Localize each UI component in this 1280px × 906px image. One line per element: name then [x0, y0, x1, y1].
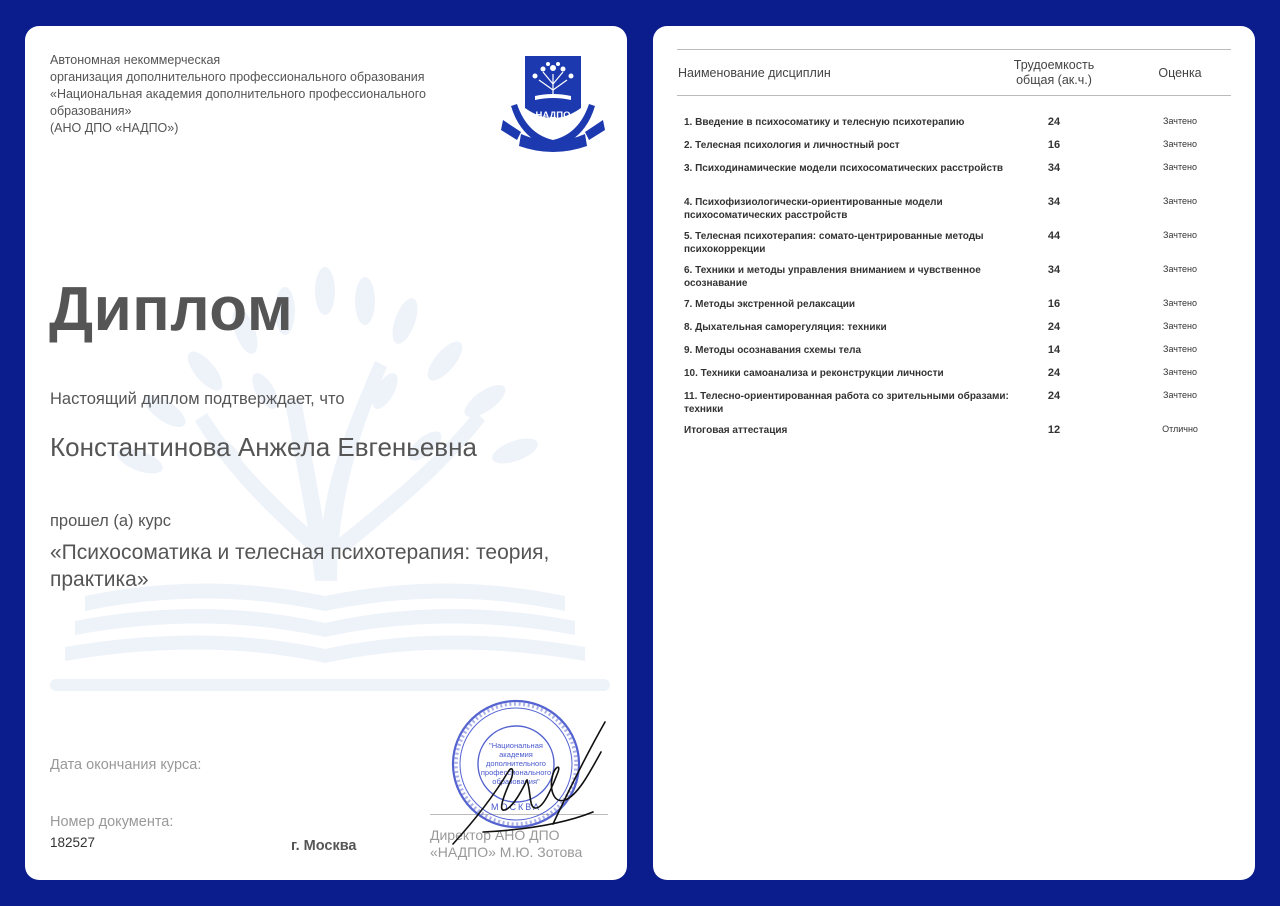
- header-hours-line: общая (ак.ч.): [1016, 73, 1092, 87]
- discipline-hours: 16: [1047, 139, 1061, 151]
- course-name: «Психосоматика и телесная психотерапия: теория, практика»: [50, 541, 550, 591]
- discipline-grade: Зачтено: [1163, 116, 1197, 126]
- org-line: «Национальная академия дополнительного профессионального: [50, 87, 426, 101]
- table-header: [677, 49, 1231, 96]
- discipline-hours: 34: [1047, 264, 1061, 276]
- discipline-grade: Зачтено: [1163, 230, 1197, 240]
- discipline-hours: 12: [1047, 424, 1061, 436]
- discipline-name: 11. Телесно-ориентированная работа со зрительными образами: техники: [684, 391, 1009, 415]
- director-line: Директор АНО ДПО: [430, 827, 560, 843]
- confirm-text: Настоящий диплом подтверждает, что: [50, 390, 345, 408]
- discipline-grade: Отлично: [1162, 424, 1198, 434]
- discipline-name: 10. Техники самоанализа и реконструкции личности: [684, 368, 944, 379]
- discipline-hours: 24: [1047, 390, 1061, 402]
- director-line: «НАДПО» М.Ю. Зотова: [430, 844, 583, 860]
- org-line: Автономная некоммерческая: [50, 53, 221, 67]
- discipline-hours: 24: [1047, 321, 1061, 333]
- discipline-grade: Зачтено: [1163, 264, 1197, 274]
- discipline-name: 7. Методы экстренной релаксации: [684, 299, 856, 310]
- org-line: (АНО ДПО «НАДПО»): [50, 121, 179, 135]
- discipline-name: 2. Телесная психология и личностный рост: [684, 140, 900, 151]
- header-hours-line: Трудоемкость: [1013, 58, 1095, 72]
- discipline-hours: 44: [1047, 230, 1061, 242]
- discipline-hours: 16: [1047, 298, 1061, 310]
- discipline-grade: Зачтено: [1163, 196, 1197, 206]
- header-grade: Оценка: [1158, 66, 1202, 80]
- discipline-grade: Зачтено: [1163, 139, 1197, 149]
- org-line: образования»: [50, 104, 132, 118]
- discipline-hours: 24: [1047, 116, 1061, 128]
- city: г. Москва: [291, 838, 357, 854]
- discipline-hours: 24: [1047, 367, 1061, 379]
- recipient-name: Константинова Анжела Евгеньевна: [50, 432, 477, 462]
- discipline-name: 8. Дыхательная саморегуляция: техники: [684, 322, 887, 333]
- stamp-line: дополнительного: [486, 759, 546, 768]
- discipline-name: 4. Психофизиологически-ориентированные модели психосоматических расстройств: [684, 197, 943, 221]
- discipline-name: 5. Телесная психотерапия: сомато-центрированные методы психокоррекции: [684, 231, 984, 255]
- organization-name: [50, 52, 470, 137]
- discipline-grade: Зачтено: [1163, 367, 1197, 377]
- stamp-line: академия: [499, 750, 533, 759]
- discipline-name: 9. Методы осознавания схемы тела: [684, 345, 862, 356]
- discipline-hours: 34: [1047, 162, 1061, 174]
- header-hours: [1002, 58, 1106, 88]
- discipline-name: 6. Техники и методы управления вниманием и чувственное осознавание: [684, 265, 981, 289]
- doc-number-label: Номер документа:: [50, 814, 174, 830]
- disciplines-table: [677, 49, 1231, 496]
- logo-text: НАДПО: [535, 110, 571, 121]
- diploma-front-page: [25, 26, 627, 880]
- discipline-name: Итоговая аттестация: [684, 425, 788, 436]
- end-date-label: Дата окончания курса:: [50, 757, 202, 773]
- discipline-name: 3. Психодинамические модели психосоматических расстройств: [684, 163, 1004, 174]
- stamp-city: МОСКВА: [491, 802, 541, 812]
- discipline-grade: Зачтено: [1163, 298, 1197, 308]
- table-body: [677, 96, 1231, 496]
- discipline-grade: Зачтено: [1163, 321, 1197, 331]
- discipline-grade: Зачтено: [1163, 390, 1197, 400]
- header-discipline-name: Наименование дисциплин: [678, 66, 831, 80]
- nadpo-logo: [501, 48, 605, 160]
- handwritten-signature: [443, 712, 613, 852]
- discipline-hours: 34: [1047, 196, 1061, 208]
- discipline-name: 1. Введение в психосоматику и телесную психотерапию: [684, 117, 965, 128]
- discipline-hours: 14: [1047, 344, 1061, 356]
- org-line: организация дополнительного профессионального образования: [50, 70, 425, 84]
- stamp-line: образования": [492, 777, 540, 786]
- passed-course-text: прошел (а) курс: [50, 512, 172, 530]
- discipline-grade: Зачтено: [1163, 344, 1197, 354]
- doc-number: 182527: [50, 835, 96, 850]
- diploma-appendix-page: [653, 26, 1255, 880]
- stamp-line: профессионального: [480, 768, 552, 777]
- stamp-line: "Национальная: [489, 741, 543, 750]
- page-title: Диплом: [49, 275, 294, 344]
- discipline-grade: Зачтено: [1163, 162, 1197, 172]
